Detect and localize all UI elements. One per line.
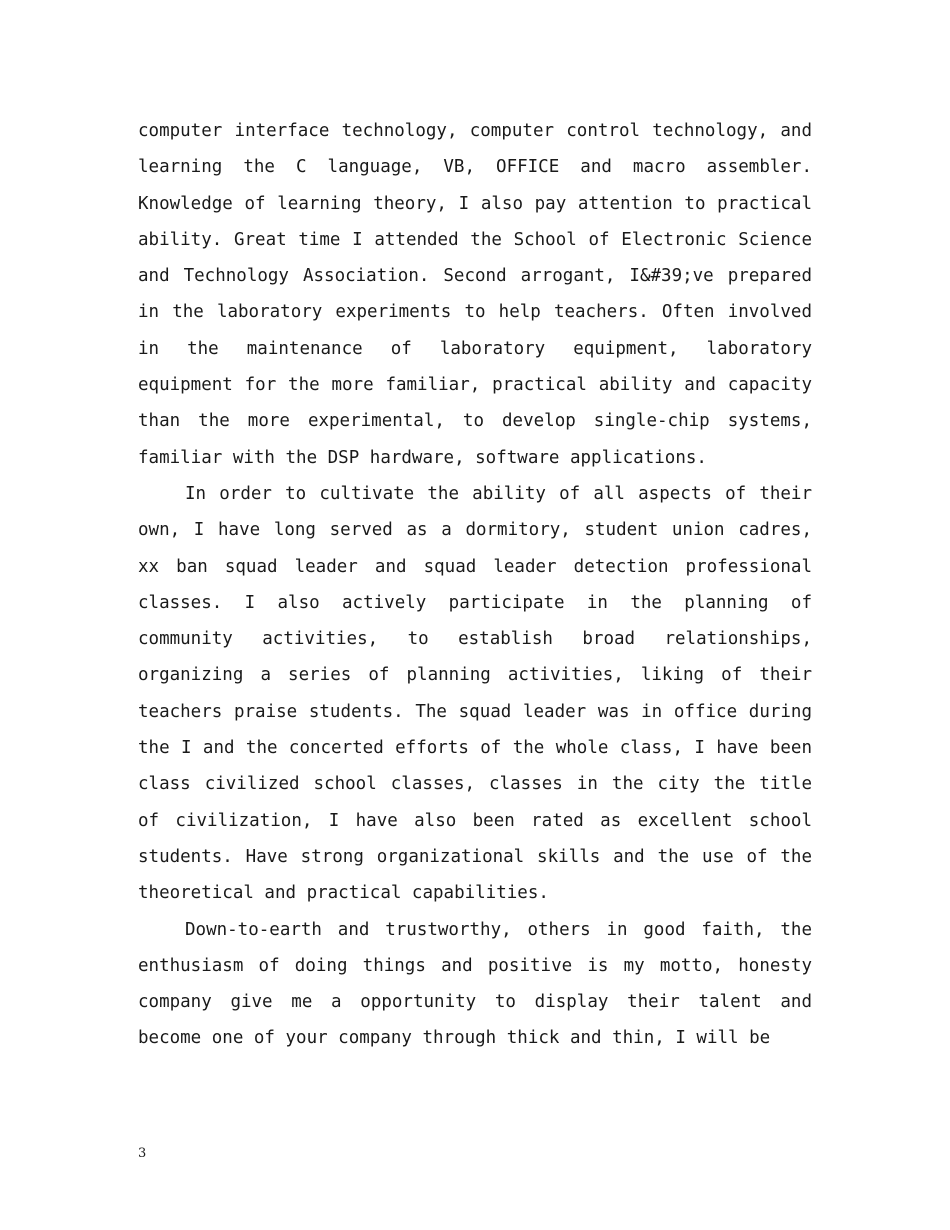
page-number: 3 [138, 1146, 147, 1161]
document-body [138, 113, 812, 1057]
paragraph-3: Down-to-earth and trustworthy, others in good faith, the enthusiasm of doing things and positive is my motto, honesty company give me a opportunity to display their talent and become one of your company through thick and thin, I will be [138, 919, 812, 1049]
paragraph-2: In order to cultivate the ability of all aspects of their own, I have long served as a dormitory, student union cadres, xx ban squad leader and squad leader detection professional classes. I also actively participate in the planning of community activities, to establish broad relationships, organizing a series of planning activities, liking of their teachers praise students. The squad leader was in office during the I and the concerted efforts of the whole class, I have been class civilized school classes, classes in the city the title of civilization, I have also been rated as excellent school students. Have strong organizational skills and the use of the theoretical and practical capabilities. [138, 483, 812, 904]
paragraph-1: computer interface technology, computer control technology, and learning the C language, VB, OFFICE and macro assembler. Knowledge of learning theory, I also pay attention to practical ability. Great time I attended the School of Electronic Science and Technology Association. Second arrogant, I&#39;ve prepared in the laboratory experiments to help teachers. Often involved in the maintenance of laboratory equipment, laboratory equipment for the more familiar, practical ability and capacity than the more experimental, to develop single-chip systems, familiar with the DSP hardware, software applications. [138, 121, 812, 468]
